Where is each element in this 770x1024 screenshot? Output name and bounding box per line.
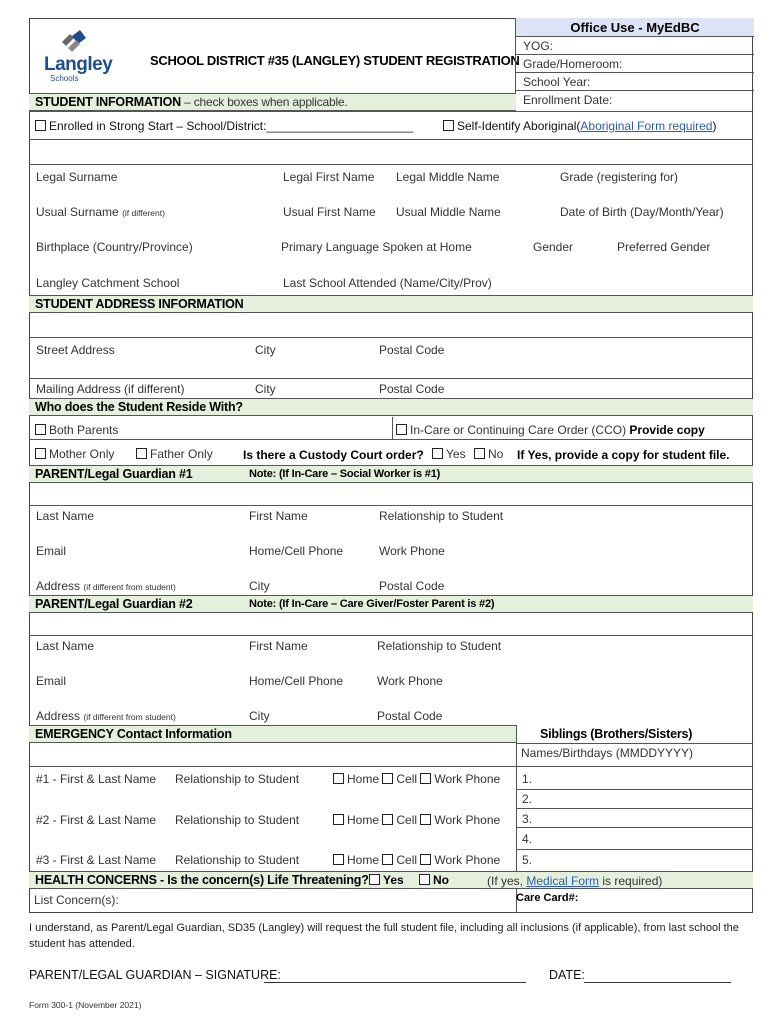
both-parents-label: Both Parents [49, 423, 119, 437]
custody-no-option[interactable] [474, 447, 503, 461]
siblings-subtitle: Names/Birthdays (MMDDYYYY) [521, 746, 694, 760]
usual-surname-text: Usual Surname [36, 205, 119, 219]
last-school-label: Last School Attended (Name/City/Prov) [283, 276, 492, 290]
sibling-1[interactable]: 1. [522, 772, 533, 786]
g2-relationship-label: Relationship to Student [377, 639, 502, 653]
g1-address-label [36, 579, 176, 593]
care-card-label: Care Card#: [516, 892, 579, 904]
office-use-title: Office Use - MyEdBC [516, 18, 754, 37]
father-only-option[interactable] [136, 447, 213, 461]
street-address-label: Street Address [36, 343, 115, 357]
divider [516, 743, 753, 744]
usual-first-name-label: Usual First Name [283, 205, 376, 219]
self-identify-field[interactable] [443, 119, 716, 133]
self-identify-label: Self-Identify Aboriginal( [457, 119, 581, 133]
preferred-gender-label: Preferred Gender [617, 240, 711, 254]
g2-postal-code-label: Postal Code [377, 709, 443, 723]
emergency-1-home-checkbox[interactable] [333, 773, 344, 784]
divider [516, 808, 753, 809]
siblings-title: Siblings (Brothers/Sisters) [540, 727, 693, 741]
health-yes-label: Yes [383, 873, 404, 887]
custody-copy-note: If Yes, provide a copy for student file. [517, 448, 730, 462]
grade-label: Grade (registering for) [560, 170, 679, 184]
divider [516, 789, 753, 790]
medical-note-post: is required) [599, 874, 663, 888]
health-no-checkbox[interactable] [419, 874, 430, 885]
custody-no-label: No [488, 447, 504, 461]
g1-last-name-label: Last Name [36, 509, 95, 523]
g1-home-cell-label: Home/Cell Phone [249, 544, 344, 558]
emergency-1-name: #1 - First & Last Name [36, 772, 157, 786]
emergency-3-home-checkbox[interactable] [333, 854, 344, 865]
sibling-4[interactable]: 4. [522, 832, 533, 846]
legal-middle-name-label: Legal Middle Name [396, 170, 500, 184]
divider [29, 111, 753, 112]
catchment-school-label: Langley Catchment School [36, 276, 180, 290]
mailing-address-label: Mailing Address (if different) [36, 382, 185, 396]
strong-start-field[interactable] [35, 119, 413, 133]
emergency-3-work-label: Work Phone [434, 853, 501, 867]
guardian2-title: PARENT/Legal Guardian #2 [35, 597, 193, 611]
sibling-2[interactable]: 2. [522, 792, 533, 806]
emergency-2-relationship: Relationship to Student [175, 813, 300, 827]
student-info-title-note: – check boxes when applicable. [180, 95, 348, 109]
custody-yes-checkbox[interactable] [432, 448, 443, 459]
g2-first-name-label: First Name [249, 639, 308, 653]
medical-form-link[interactable]: Medical Form [526, 874, 600, 888]
g2-home-cell-label: Home/Cell Phone [249, 674, 344, 688]
g1-first-name-label: First Name [249, 509, 308, 523]
office-school-year[interactable]: School Year: [516, 73, 754, 91]
custody-question: Is there a Custody Court order? [243, 448, 424, 462]
g1-email-label: Email [36, 544, 67, 558]
emergency-1-phones[interactable] [333, 772, 500, 786]
g2-address-note: (if different from student) [83, 712, 176, 722]
office-yog[interactable]: YOG: [516, 37, 754, 55]
guardian1-note: Note: (If In-Care – Social Worker is #1) [249, 468, 441, 480]
langley-schools-logo [44, 30, 124, 85]
divider [29, 635, 753, 636]
birthplace-label: Birthplace (Country/Province) [36, 240, 193, 254]
divider [29, 164, 753, 165]
health-yes-option[interactable] [369, 873, 404, 887]
list-concerns-label: List Concern(s): [34, 893, 119, 907]
g1-relationship-label: Relationship to Student [379, 509, 504, 523]
medical-note-pre: (If yes, [487, 874, 527, 888]
emergency-2-phones[interactable] [333, 813, 500, 827]
divider [29, 505, 753, 506]
emergency-title: EMERGENCY Contact Information [35, 727, 232, 741]
divider [29, 139, 753, 140]
in-care-label: In-Care or Continuing Care Order (CCO) [410, 423, 627, 437]
office-grade-homeroom[interactable]: Grade/Homeroom: [516, 55, 754, 73]
guardian2-note: Note: (If In-Care – Care Giver/Foster Parent is #2) [249, 598, 495, 610]
divider [29, 378, 753, 379]
father-only-checkbox[interactable] [136, 448, 147, 459]
emergency-2-name: #2 - First & Last Name [36, 813, 157, 827]
custody-yes-label: Yes [446, 447, 466, 461]
date-line[interactable] [584, 982, 731, 983]
g1-work-phone-label: Work Phone [379, 544, 445, 558]
mother-only-label: Mother Only [49, 447, 115, 461]
divider [516, 849, 753, 850]
divider [29, 766, 753, 767]
mother-only-option[interactable] [35, 447, 114, 461]
emergency-3-cell-label: Cell [396, 853, 418, 867]
emergency-2-cell-label: Cell [396, 813, 418, 827]
strong-start-checkbox[interactable] [35, 120, 46, 131]
emergency-3-name: #3 - First & Last Name [36, 853, 157, 867]
emergency-1-work-checkbox[interactable] [420, 773, 431, 784]
office-use-box [515, 18, 753, 111]
g2-work-phone-label: Work Phone [377, 674, 443, 688]
both-parents-checkbox[interactable] [35, 424, 46, 435]
g2-address-label [36, 709, 176, 723]
mailing-postal-code-label: Postal Code [379, 382, 445, 396]
emergency-3-work-checkbox[interactable] [420, 854, 431, 865]
mother-only-checkbox[interactable] [35, 448, 46, 459]
divider [392, 417, 393, 439]
emergency-3-phones[interactable] [333, 853, 500, 867]
self-identify-close: ) [712, 119, 717, 133]
date-of-birth-label: Date of Birth (Day/Month/Year) [560, 205, 724, 219]
g2-address-text: Address [36, 709, 81, 723]
health-title: HEALTH CONCERNS - Is the concern(s) Life Threatening? [35, 873, 369, 887]
emergency-1-relationship: Relationship to Student [175, 772, 300, 786]
emergency-1-work-label: Work Phone [434, 772, 501, 786]
divider [516, 827, 753, 828]
legal-surname-label: Legal Surname [36, 170, 118, 184]
city-label: City [255, 343, 276, 357]
emergency-2-cell-checkbox[interactable] [382, 814, 393, 825]
student-info-title-text: STUDENT INFORMATION [35, 95, 181, 109]
custody-yes-option[interactable] [432, 447, 466, 461]
medical-form-note [487, 874, 662, 888]
reside-title: Who does the Student Reside With? [35, 400, 243, 414]
legal-first-name-label: Legal First Name [283, 170, 375, 184]
divider [29, 337, 753, 338]
father-only-label: Father Only [150, 447, 213, 461]
emergency-1-cell-checkbox[interactable] [382, 773, 393, 784]
emergency-1-cell-label: Cell [396, 772, 418, 786]
primary-language-label: Primary Language Spoken at Home [281, 240, 472, 254]
g1-address-note: (if different from student) [83, 582, 176, 592]
form-title: SCHOOL DISTRICT #35 (LANGLEY) STUDENT REGISTRATION [150, 53, 520, 68]
office-enrollment-date[interactable]: Enrollment Date: [523, 93, 613, 107]
sibling-3[interactable]: 3. [522, 812, 533, 826]
both-parents-option[interactable] [35, 423, 118, 437]
usual-surname-label [36, 205, 165, 219]
emergency-2-work-checkbox[interactable] [420, 814, 431, 825]
custody-no-checkbox[interactable] [474, 448, 485, 459]
g2-last-name-label: Last Name [36, 639, 95, 653]
address-title: STUDENT ADDRESS INFORMATION [35, 297, 244, 311]
consent-statement: I understand, as Parent/Legal Guardian, SD35 (Langley) will request the full student file, including all inclusions (if applicable), from last school the student has attended. [29, 922, 739, 950]
emergency-3-relationship: Relationship to Student [175, 853, 300, 867]
date-label: DATE: [549, 968, 585, 982]
postal-code-label: Postal Code [379, 343, 445, 357]
emergency-2-home-label: Home [347, 813, 380, 827]
emergency-3-home-label: Home [347, 853, 380, 867]
g1-postal-code-label: Postal Code [379, 579, 445, 593]
emergency-2-work-label: Work Phone [434, 813, 501, 827]
logo-text: Langley [44, 54, 113, 75]
guardian1-title: PARENT/Legal Guardian #1 [35, 467, 193, 481]
emergency-3-cell-checkbox[interactable] [382, 854, 393, 865]
g2-email-label: Email [36, 674, 67, 688]
provide-copy-note: Provide copy [629, 423, 705, 437]
form-id: Form 300-1 (November 2021) [29, 1000, 142, 1010]
aboriginal-form-link[interactable]: Aboriginal Form required [580, 119, 713, 133]
emergency-1-home-label: Home [347, 772, 380, 786]
in-care-option[interactable] [396, 423, 705, 437]
health-yes-checkbox[interactable] [369, 874, 380, 885]
gender-label: Gender [533, 240, 574, 254]
signature-line[interactable] [264, 982, 526, 983]
sibling-5[interactable]: 5. [522, 853, 533, 867]
signature-label: PARENT/LEGAL GUARDIAN – SIGNATURE: [29, 968, 281, 982]
health-no-option[interactable] [419, 873, 449, 887]
self-identify-checkbox[interactable] [443, 120, 454, 131]
student-info-title [35, 95, 348, 109]
divider [29, 439, 753, 440]
g1-address-text: Address [36, 579, 81, 593]
usual-middle-name-label: Usual Middle Name [396, 205, 501, 219]
g2-city-label: City [249, 709, 270, 723]
usual-surname-note: (if different) [122, 208, 165, 218]
g1-city-label: City [249, 579, 270, 593]
emergency-2-home-checkbox[interactable] [333, 814, 344, 825]
health-no-label: No [433, 873, 449, 887]
mailing-city-label: City [255, 382, 276, 396]
strong-start-label: Enrolled in Strong Start – School/District:______________________ [49, 119, 414, 133]
logo-subtext: Schools [50, 74, 79, 83]
in-care-checkbox[interactable] [396, 424, 407, 435]
